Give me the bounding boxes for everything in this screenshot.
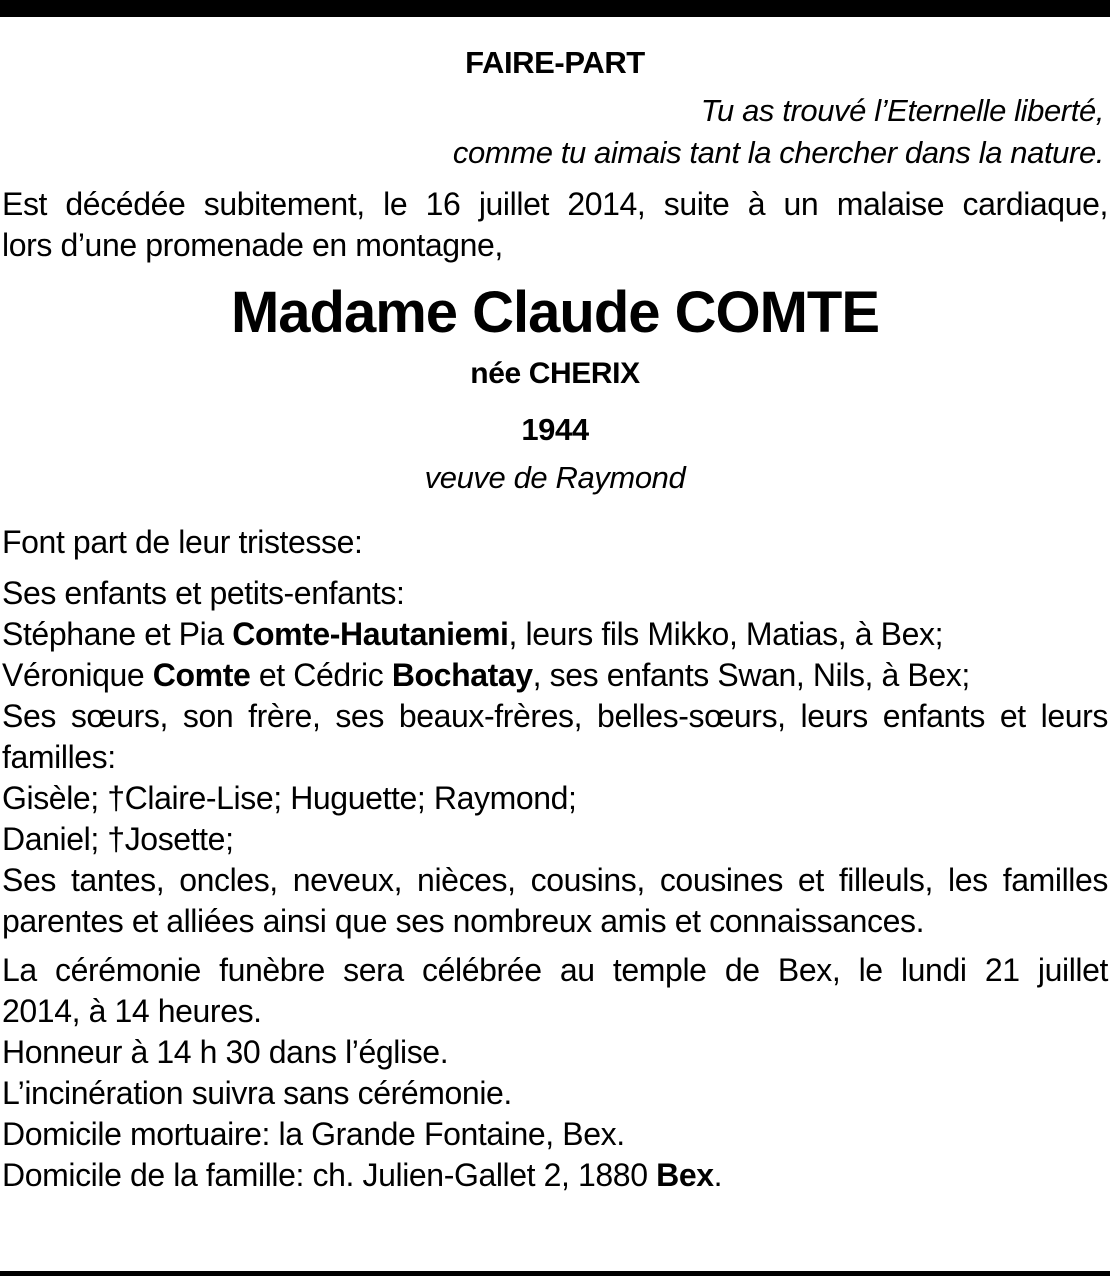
notice-heading: FAIRE-PART — [465, 45, 645, 80]
family-home-line — [2, 1155, 1108, 1196]
maiden-name: née CHERIX — [470, 357, 640, 390]
cremation-line: L’incinération suivra sans cérémonie. — [2, 1075, 512, 1111]
siblings-line: familles: — [2, 739, 116, 775]
death-notice — [2, 40, 1108, 1196]
epigraph — [2, 90, 1108, 174]
ceremony-line: 2014, à 14 heures. — [2, 993, 262, 1029]
relatives-line: Ses tantes, oncles, neveux, nièces, cousins, cousines et filleuls, les familles — [2, 862, 1108, 898]
family-line — [2, 655, 1108, 696]
siblings-line: Ses sœurs, son frère, ses beaux-frères, belles-sœurs, leurs enfants et leurs — [2, 698, 1108, 734]
relatives-line: parentes et alliées ainsi que ses nombreux amis et connaissances. — [2, 903, 925, 939]
address-text: Domicile de la famille: ch. Julien-Gallet 2, 1880 — [2, 1157, 657, 1193]
epigraph-line: comme tu aimais tant la chercher dans la nature. — [452, 135, 1104, 170]
intro-line: lors d’une promenade en montagne, — [2, 227, 503, 263]
ceremony-details — [2, 950, 1108, 1196]
family-line — [2, 614, 1108, 655]
family-text: et Cédric — [250, 657, 392, 693]
bottom-rule — [0, 1271, 1110, 1276]
address-text: . — [713, 1157, 723, 1193]
family-surname: Comte-Hautaniemi — [232, 616, 509, 652]
family-text: , ses enfants Swan, Nils, à Bex; — [532, 657, 970, 693]
top-rule — [0, 0, 1110, 17]
mortuary-line: Domicile mortuaire: la Grande Fontaine, Bex. — [2, 1116, 625, 1152]
ceremony-line: La cérémonie funèbre sera célébrée au temple de Bex, le lundi 21 juillet — [2, 952, 1108, 988]
widow-of: veuve de Raymond — [424, 460, 686, 495]
epigraph-line: Tu as trouvé l’Eternelle liberté, — [700, 93, 1104, 128]
family-surname: Bochatay — [391, 657, 533, 693]
family-surname: Comte — [152, 657, 251, 693]
family-text: , leurs fils Mikko, Matias, à Bex; — [508, 616, 944, 652]
address-town: Bex — [656, 1157, 714, 1193]
siblings-names: Daniel; †Josette; — [2, 821, 234, 857]
mourners-list — [2, 573, 1108, 942]
mourners-intro: Font part de leur tristesse: — [2, 524, 363, 560]
birth-year: 1944 — [521, 412, 589, 447]
intro-paragraph — [2, 184, 1108, 266]
intro-line: Est décédée subitement, le 16 juillet 2014, suite à un malaise cardiaque, — [2, 186, 1108, 222]
deceased-name: Madame Claude COMTE — [230, 280, 880, 345]
family-text: Stéphane et Pia — [2, 616, 233, 652]
siblings-names: Gisèle; †Claire-Lise; Huguette; Raymond; — [2, 780, 577, 816]
family-text: Véronique — [2, 657, 153, 693]
honour-line: Honneur à 14 h 30 dans l’église. — [2, 1034, 449, 1070]
children-heading: Ses enfants et petits-enfants: — [2, 575, 405, 611]
